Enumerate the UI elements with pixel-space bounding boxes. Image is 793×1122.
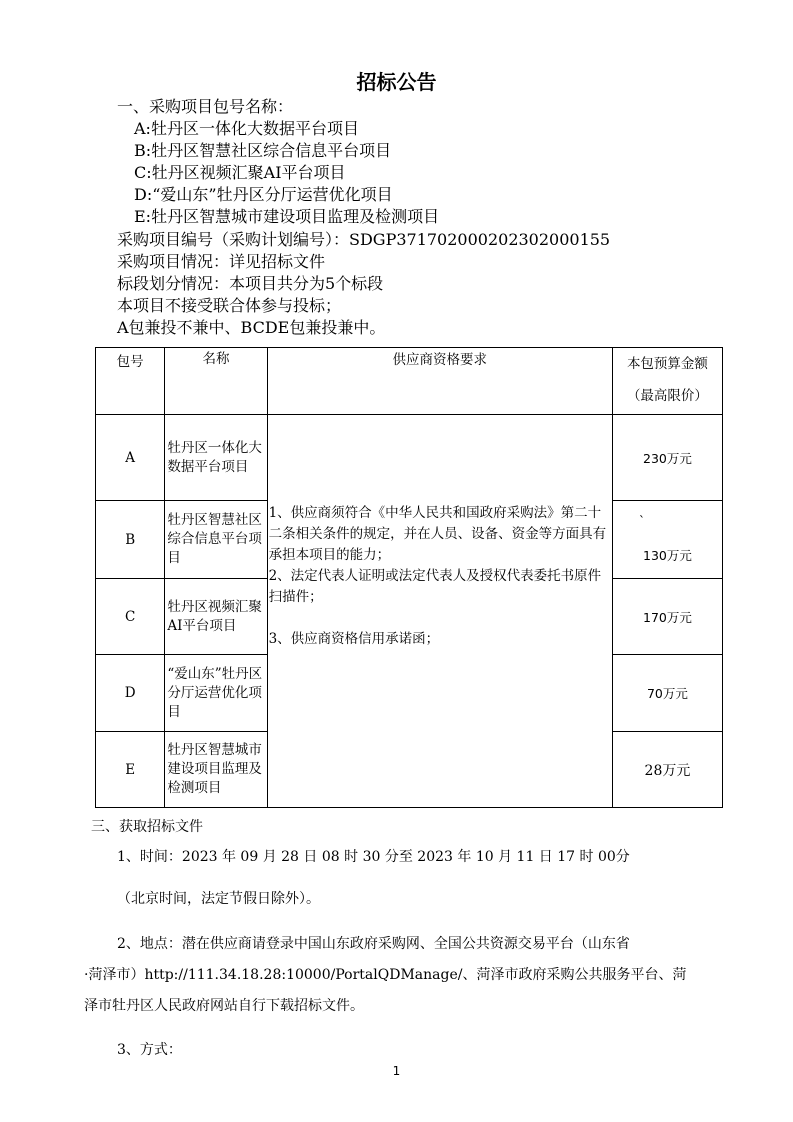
package-item: D:“爱山东”牡丹区分厅运营优化项目	[134, 185, 393, 204]
stray-mark: `	[638, 512, 646, 528]
project-status: 采购项目情况：详见招标文件	[117, 252, 326, 271]
header-package-no: 包号	[96, 348, 165, 415]
package-item: E:牡丹区智慧城市建设项目监理及检测项目	[134, 207, 440, 226]
section1-heading: 一、采购项目包号名称：	[117, 97, 294, 116]
place-line-2: ·菏泽市）http://111.34.18.28:10000/PortalQDManage/、菏泽市政府采购公共服务平台、菏	[84, 967, 687, 983]
place-line-1: 2、地点：潜在供应商请登录中国山东政府采购网、全国公共资源交易平台（山东省	[117, 936, 630, 952]
package-table	[95, 347, 723, 808]
package-no: E	[96, 732, 165, 808]
package-name: 牡丹区智慧社区综合信息平台项目	[165, 501, 267, 579]
requirement-item: 3、供应商资格信用承诺函；	[268, 631, 440, 647]
header-requirements: 供应商资格要求	[267, 348, 612, 415]
package-name: 牡丹区一体化大数据平台项目	[165, 415, 267, 501]
package-budget: 230万元	[612, 415, 722, 501]
package-budget: 170万元	[612, 579, 722, 655]
table-row	[96, 415, 723, 501]
header-budget	[612, 348, 722, 415]
method-line: 3、方式：	[117, 1042, 182, 1058]
header-name: 名称	[165, 348, 267, 415]
package-name: “爱山东”牡丹区分厅运营优化项目	[165, 655, 267, 732]
package-no: C	[96, 579, 165, 655]
project-number: 采购项目编号（采购计划编号）：SDGP371702000202302000155	[117, 230, 611, 249]
package-item: A:牡丹区一体化大数据平台项目	[134, 119, 359, 138]
package-item: B:牡丹区智慧社区综合信息平台项目	[134, 141, 392, 160]
page-number: 1	[392, 1064, 401, 1078]
lot-division: 标段划分情况：本项目共分为5个标段	[117, 274, 384, 293]
supplier-requirements	[267, 415, 612, 808]
no-consortium-note: 本项目不接受联合体参与投标；	[117, 296, 342, 315]
package-budget: 28万元	[612, 732, 722, 808]
requirement-item: 2、法定代表人证明或法定代表人及授权代表委托书原件扫描件；	[268, 568, 602, 605]
package-budget: 130万元	[643, 547, 692, 563]
package-budget-cell	[612, 501, 722, 579]
header-budget-line2: （最高限价）	[626, 388, 708, 404]
requirement-item: 1、供应商须符合《中华人民共和国政府采购法》第二十二条相关条件的规定，并在人员、设备、资金等方面具有承担本项目的能力；	[268, 505, 607, 563]
package-no: A	[96, 415, 165, 501]
header-budget-line1: 本包预算金额	[626, 356, 708, 372]
time-line-2: （北京时间，法定节假日除外）。	[117, 891, 320, 907]
package-name: 牡丹区视频汇聚AI平台项目	[165, 579, 267, 655]
place-line-3: 泽市牡丹区人民政府网站自行下载招标文件。	[84, 998, 364, 1014]
table-header-row	[96, 348, 723, 415]
page-title: 招标公告	[356, 70, 437, 94]
package-item: C:牡丹区视频汇聚AI平台项目	[134, 163, 346, 182]
package-no: B	[96, 501, 165, 579]
bid-rule-note: A包兼投不兼中、BCDE包兼投兼中。	[117, 318, 386, 337]
package-name: 牡丹区智慧城市建设项目监理及检测项目	[165, 732, 267, 808]
section3-heading: 三、获取招标文件	[91, 819, 203, 835]
package-budget: 70万元	[612, 655, 722, 732]
package-no: D	[96, 655, 165, 732]
time-line-1: 1、时间：2023 年 09 月 28 日 08 时 30 分至 2023 年 10 月 11 日 17 时 00分	[117, 849, 630, 865]
